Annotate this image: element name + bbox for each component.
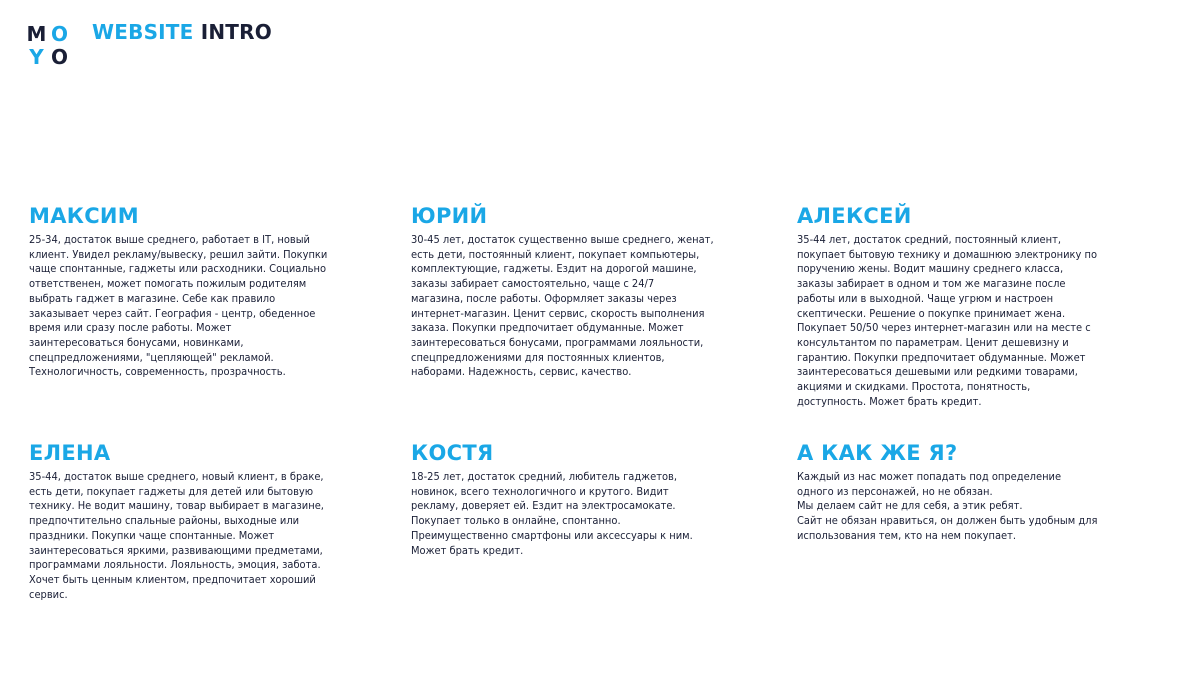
persona-name: АЛЕКСЕЙ [797,204,912,228]
persona-description: 18-25 лет, достаток средний, любитель гаджетов, новинок, всего технологичного и крутого. Видит рекламу, доверяет ей. Ездит на электросамокате. Покупает только в онлайне, спонтанно. Преимущественно смартфоны или аксессуары к ним. Может брать кредит. [411,470,693,557]
page-title-rest: INTRO [200,20,272,44]
persona-name: ЕЛЕНА [29,441,111,465]
persona-yuriy [411,203,714,380]
persona-a-kak-zhe-ya [797,440,1097,544]
logo-letter-m: M [26,22,47,46]
persona-description: 35-44, достаток выше среднего, новый клиент, в браке, есть дети, покупает гаджеты для детей или бытовую технику. Не водит машину, товар выбирает в магазине, предпочтительно спальные районы, выходные или праздники. Покупки чаще спонтанные. Может заинтересоваться яркими, развивающими предметами, программами лояльности. Лояльность, эмоция, забота. Хочет быть ценным клиентом, предпочитает хороший сервис. [29,470,324,601]
persona-aleksey [797,203,1097,409]
persona-maksim [29,203,327,380]
page-title [92,20,272,44]
persona-kostya [411,440,693,558]
persona-name: КОСТЯ [411,441,494,465]
logo-letter-o-accent: O [50,22,68,46]
persona-description: 25-34, достаток выше среднего, работает в IT, новый клиент. Увидел рекламу/вывеску, решил зайти. Покупки чаще спонтанные, гаджеты или расходники. Социально ответственен, может помогать пожилым родителям выбрать гаджет в магазине. Себе как правило заказывает через сайт. География - центр, обеденное время или сразу после работы. Может заинтересоваться бонусами, новинками, спецпредложениями, "цепляющей" рекламой. Технологичность, современность, прозрачность. [29,233,328,379]
logo-letter-y: Y [29,45,44,69]
persona-elena [29,440,324,602]
persona-description: Каждый из нас может попадать под определение одного из персонажей, но не обязан. Мы делаем сайт не для себя, а этик ребят. Сайт не обязан нравиться, он должен быть удобным для использования тем, кто на нем покупает. [797,470,1098,542]
persona-description: 30-45 лет, достаток существенно выше среднего, женат, есть дети, постоянный клиент, покупает компьютеры, комплектующие, гаджеты. Ездит на дорогой машине, заказы забирает самостоятельно, чаще с 24/7 магазина, после работы. Оформляет заказы через интернет-магазин. Ценит сервис, скорость выполнения заказа. Покупки предпочитает обдуманные. Может заинтересоваться бонусами, программами лояльности, спецпредложениями для постоянных клиентов, наборами. Надежность, сервис, качество. [411,233,714,379]
page-title-accent: WEBSITE [92,20,194,44]
persona-description: 35-44 лет, достаток средний, постоянный клиент, покупает бытовую технику и домашнюю электронику по поручению жены. Водит машину среднего класса, заказы забирает в одном и том же магазине после работы или в выходной. Чаще угрюм и настроен скептически. Решение о покупке принимает жена. Покупает 50/50 через интернет-магазин или на месте с консультантом по параметрам. Ценит дешевизну и гарантию. Покупки предпочитает обдуманные. Может заинтересоваться дешевыми или редкими товарами, акциями и скидками. Простота, понятность, доступность. Может брать кредит. [797,233,1098,408]
persona-name: А КАК ЖЕ Я? [797,441,958,465]
moyo-logo [25,23,71,69]
persona-name: МАКСИМ [29,204,139,228]
persona-name: ЮРИЙ [411,204,488,228]
logo-letter-o: O [50,45,68,69]
